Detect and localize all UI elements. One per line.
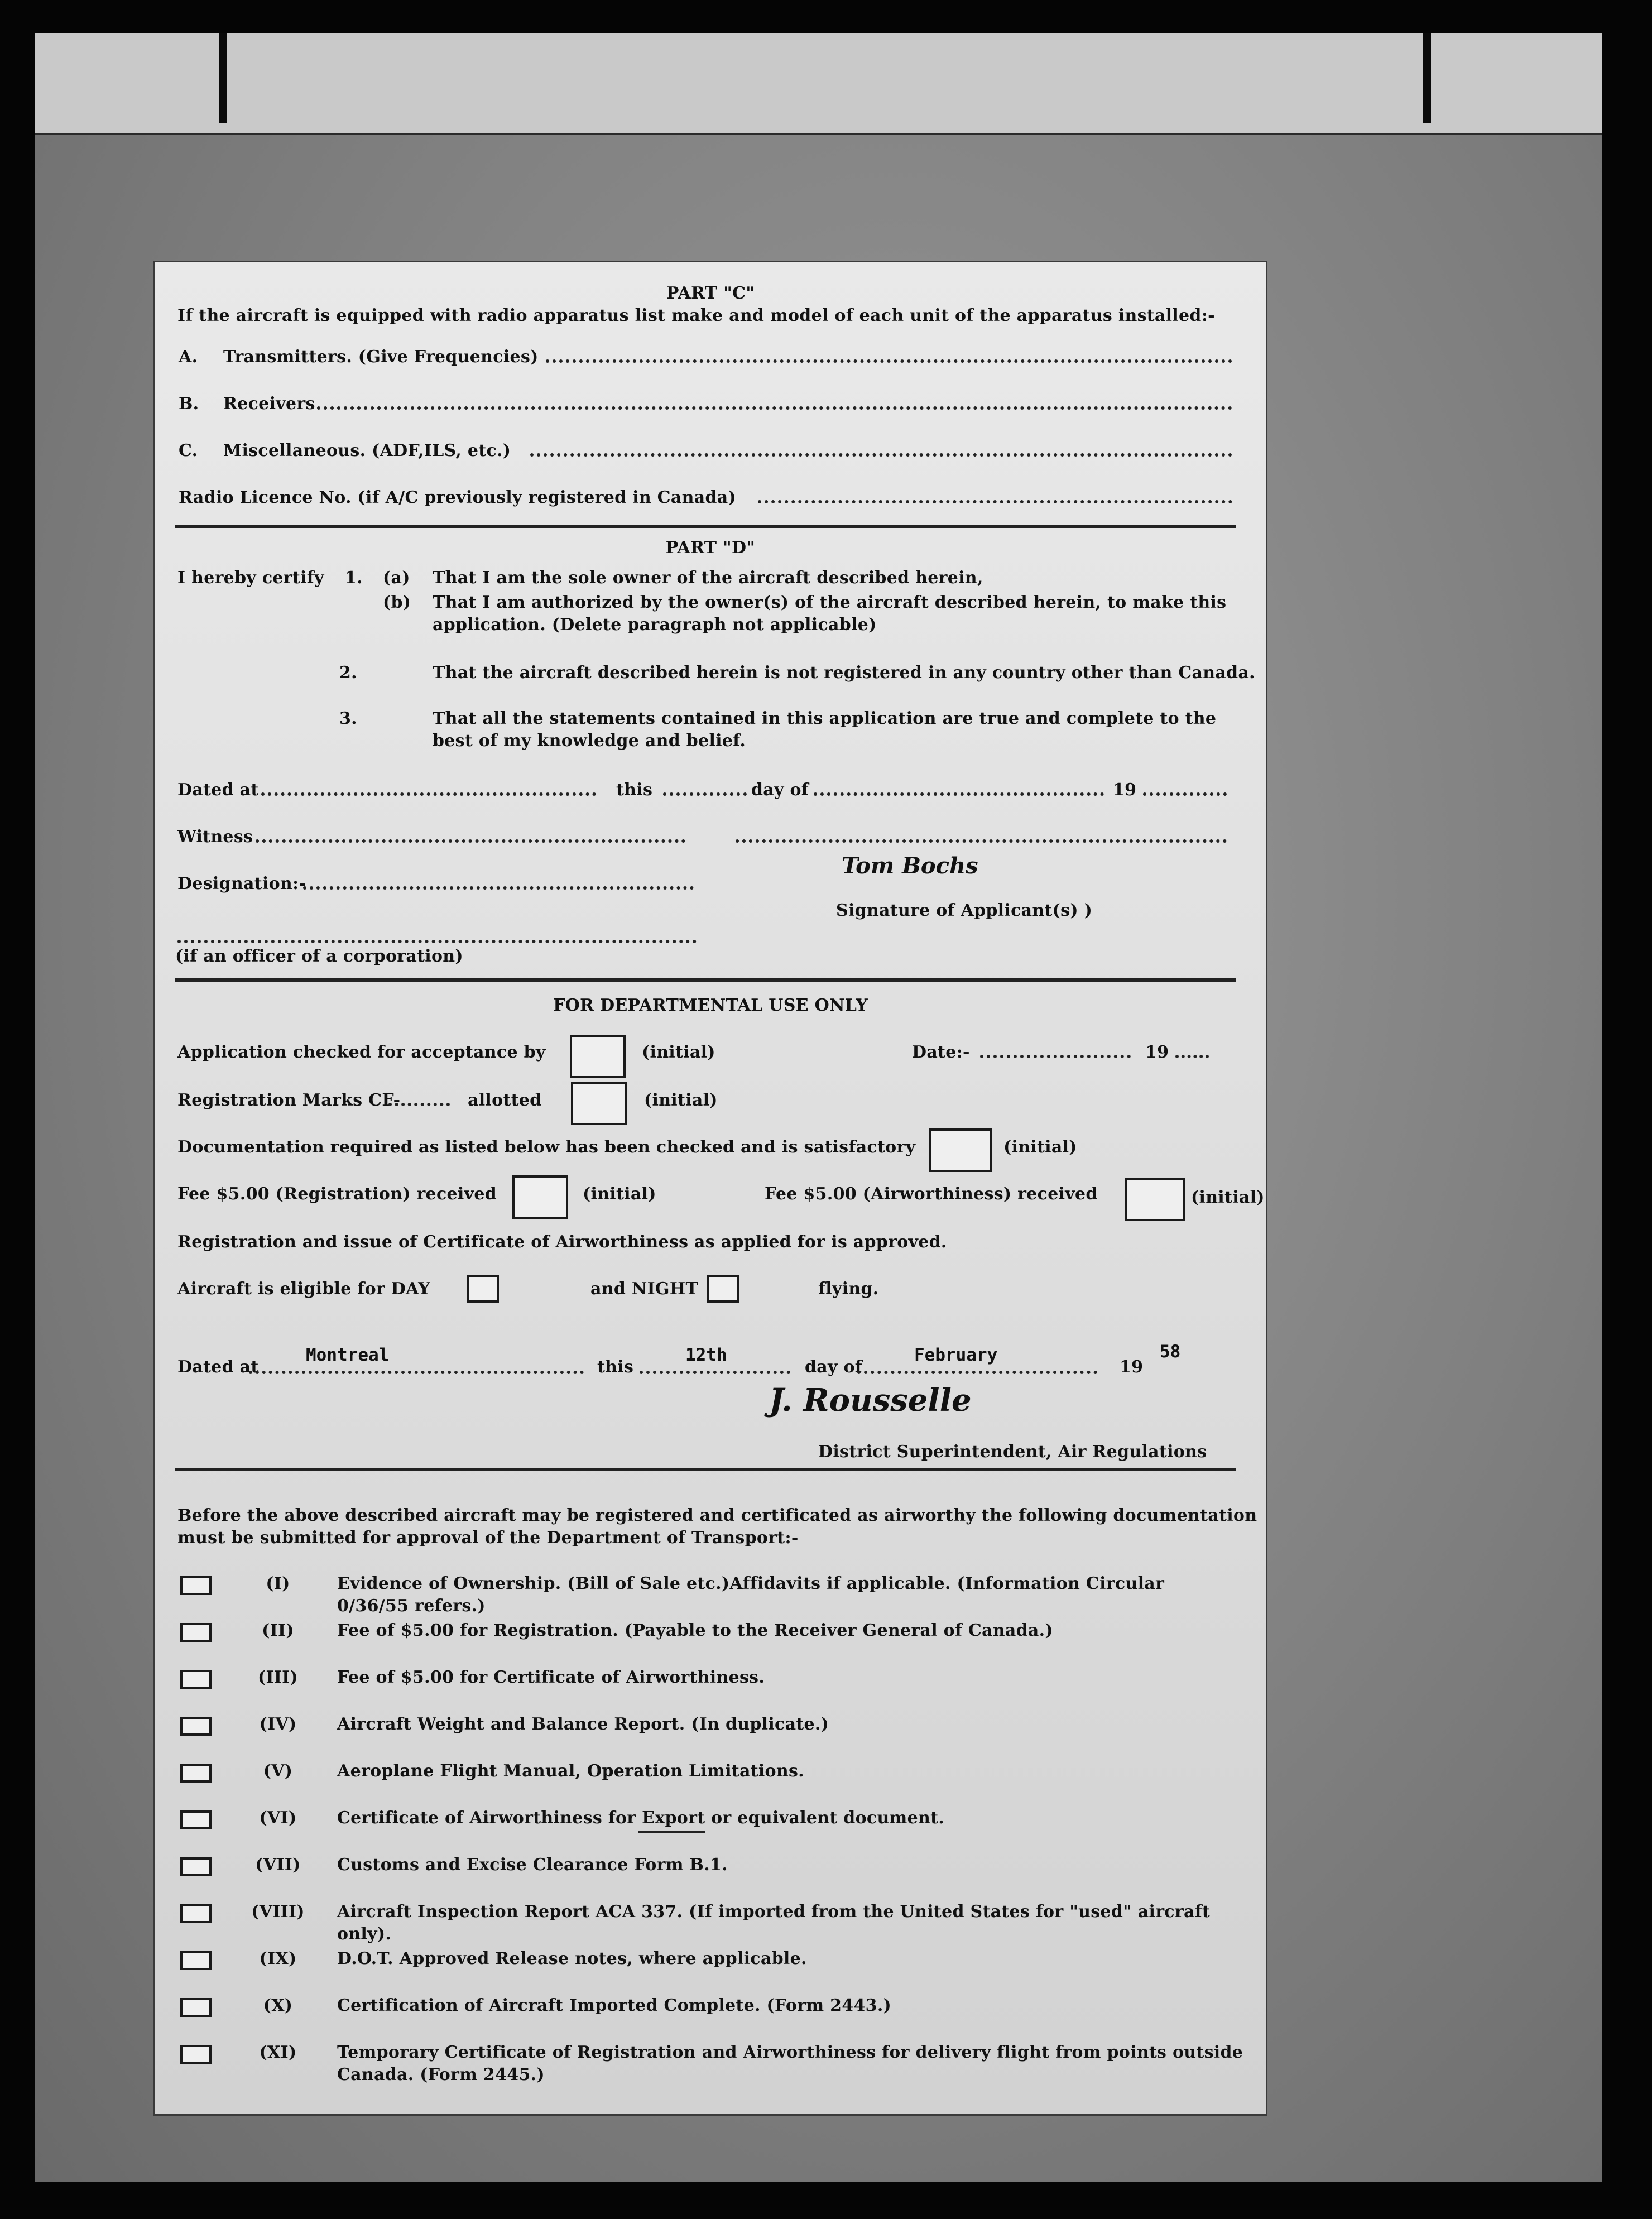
item-1-number: (I) [266,1574,290,1593]
item-2-number: (II) [262,1621,294,1640]
documentation-checked-label: Documentation required as listed below has been checked and is satisfactory [177,1137,916,1157]
applicant-signature-line [736,837,1227,843]
departmental-this-label: this [597,1357,634,1377]
export-underline [638,1831,705,1833]
registration-initial-label: (initial) [644,1091,718,1110]
item-4-checkbox[interactable] [180,1717,212,1736]
checked-for-acceptance-label: Application checked for acceptance by [177,1043,546,1062]
part-d-place-line [261,790,596,796]
day-flying-checkbox[interactable] [467,1275,499,1303]
departmental-day-line [640,1368,790,1374]
superintendent-title: District Superintendent, Air Regulations [818,1442,1207,1462]
fee-airworthiness-label: Fee $5.00 (Airworthiness) received [765,1184,1098,1204]
receivers-letter: B. [179,394,199,414]
departmental-heading: FOR DEPARTMENTAL USE ONLY [553,996,868,1015]
allotted-label: allotted [468,1091,542,1110]
witness-label: Witness [177,827,253,847]
item-4-text: Aircraft Weight and Balance Report. (In duplicate.) [337,1714,829,1734]
departmental-place-line [249,1368,584,1374]
registration-marks-line [388,1101,450,1106]
part-d-dated-at-label: Dated at [177,780,259,800]
item-3-checkbox[interactable] [180,1670,212,1689]
item-7-checkbox[interactable] [180,1857,212,1876]
fee-registration-initial-box[interactable] [512,1175,568,1219]
departmental-day-of-label: day of [805,1357,863,1377]
section-divider [175,525,1236,528]
certify-label: I hereby certify [177,568,324,588]
departmental-year-prefix-2: 19 [1120,1357,1144,1377]
item-9-text: D.O.T. Approved Release notes, where applicable. [337,1949,807,1968]
item-11-number: (XI) [259,2043,297,2062]
section-divider [175,1468,1236,1471]
certify-item-3-text: That all the statements contained in this application are true and complete to the [433,709,1217,728]
checked-initial-box[interactable] [570,1035,626,1078]
item-1-text: Evidence of Ownership. (Bill of Sale etc.)Affidavits if applicable. (Information Circular [337,1574,1165,1593]
checked-initial-label: (initial) [642,1043,715,1062]
item-5-number: (V) [263,1761,293,1781]
frame-divider [1423,33,1431,123]
officer-note: (if an officer of a corporation) [175,947,463,966]
miscellaneous-letter: C. [179,441,198,460]
certify-item-b-mark: (b) [383,593,411,612]
certify-item-3-number: 3. [339,709,357,728]
item-8-text: Aircraft Inspection Report ACA 337. (If imported from the United States for "used" aircraft [337,1902,1211,1922]
documentation-intro-cont: must be submitted for approval of the Department of Transport:- [177,1528,799,1548]
item-10-checkbox[interactable] [180,1998,212,2017]
documentation-initial-box[interactable] [929,1128,992,1172]
transmitters-entry-line [546,357,1232,363]
flying-label: flying. [818,1279,879,1299]
item-2-checkbox[interactable] [180,1623,212,1642]
certify-item-b-text: That I am authorized by the owner(s) of the aircraft described herein, to make this [433,593,1227,612]
previous-page-strip [35,33,1602,135]
officer-line [177,938,697,943]
item-1-checkbox[interactable] [180,1576,212,1595]
part-d-day-line [663,790,747,796]
miscellaneous-entry-line [530,451,1232,457]
night-flying-checkbox[interactable] [707,1275,739,1303]
departmental-year-prefix: 19 [1145,1043,1169,1062]
item-9-number: (IX) [259,1949,297,1968]
designation-label: Designation:- [177,874,306,894]
departmental-year-line [1175,1053,1209,1058]
item-4-number: (IV) [259,1714,297,1734]
fee-airworthiness-initial-label: (initial) [1191,1188,1265,1207]
item-10-text: Certification of Aircraft Imported Complete. (Form 2443.) [337,1996,892,2015]
departmental-month-value: February [914,1345,998,1365]
departmental-day-value: 12th [685,1345,727,1365]
item-5-text: Aeroplane Flight Manual, Operation Limitations. [337,1761,804,1781]
item-6-number: (VI) [259,1808,297,1828]
item-7-number: (VII) [255,1855,301,1875]
certify-item-1-number: 1. [345,568,363,588]
part-d-year-line [1143,790,1227,796]
certify-item-3-text-cont: best of my knowledge and belief. [433,731,746,751]
part-d-year-prefix: 19 [1113,780,1137,800]
registration-initial-box[interactable] [571,1082,627,1125]
departmental-date-line [980,1053,1131,1058]
item-8-text-cont: only). [337,1924,392,1944]
item-3-text: Fee of $5.00 for Certificate of Airworthiness. [337,1668,765,1687]
item-11-checkbox[interactable] [180,2045,212,2064]
item-6-text: Certificate of Airworthiness for Export or equivalent document. [337,1808,945,1828]
departmental-month-line [857,1368,1097,1374]
certify-item-2-number: 2. [339,663,357,683]
item-6-checkbox[interactable] [180,1810,212,1829]
fee-airworthiness-initial-box[interactable] [1125,1178,1185,1221]
departmental-place-value: Montreal [306,1345,390,1365]
documentation-initial-label: (initial) [1003,1137,1077,1157]
designation-line [303,884,694,890]
transmitters-label: Transmitters. (Give Frequencies) [223,347,539,367]
item-8-number: (VIII) [251,1902,305,1922]
item-10-number: (X) [263,1996,293,2015]
signature-of-applicant-label: Signature of Applicant(s) ) [836,901,1093,920]
application-form-page [155,262,1266,2114]
departmental-dated-at-label: Dated at [177,1357,259,1377]
part-d-month-line [814,790,1104,796]
witness-line [256,837,685,843]
radio-licence-entry-line [758,498,1232,503]
eligible-day-label: Aircraft is eligible for DAY [177,1279,430,1299]
miscellaneous-label: Miscellaneous. (ADF,ILS, etc.) [223,441,511,460]
certify-item-2-text: That the aircraft described herein is not registered in any country other than Canada. [433,663,1255,683]
departmental-date-label: Date:- [912,1043,970,1062]
applicant-signature: Tom Bochs [842,853,978,879]
item-1-text-cont: 0/36/55 refers.) [337,1596,486,1616]
item-7-text: Customs and Excise Clearance Form B.1. [337,1855,728,1875]
superintendent-signature: J. Rousselle [769,1382,972,1419]
documentation-intro: Before the above described aircraft may be registered and certificated as airworthy the following documentation [177,1506,1257,1525]
certify-item-a-mark: (a) [383,568,410,588]
item-9-checkbox[interactable] [180,1951,212,1970]
fee-registration-initial-label: (initial) [583,1184,656,1204]
transmitters-letter: A. [179,347,198,367]
receivers-label: Receivers [223,394,315,414]
registration-marks-label: Registration Marks CF- [177,1091,401,1110]
item-8-checkbox[interactable] [180,1904,212,1923]
item-11-text-cont: Canada. (Form 2445.) [337,2065,545,2084]
receivers-entry-line [317,404,1232,410]
departmental-year-value: 58 [1160,1342,1181,1362]
part-d-heading: PART "D" [665,538,756,558]
section-divider [175,978,1236,982]
part-d-this-label: this [616,780,653,800]
item-11-text: Temporary Certificate of Registration and Airworthiness for delivery flight from points outside [337,2043,1243,2062]
part-d-day-of-label: day of [751,780,809,800]
certify-item-a-text: That I am the sole owner of the aircraft described herein, [433,568,983,588]
certify-item-b-text-cont: application. (Delete paragraph not applicable) [433,615,877,635]
item-2-text: Fee of $5.00 for Registration. (Payable to the Receiver General of Canada.) [337,1621,1053,1640]
item-5-checkbox[interactable] [180,1764,212,1783]
part-c-heading: PART "C" [666,284,755,303]
part-c-intro: If the aircraft is equipped with radio apparatus list make and model of each unit of the apparatus installed:- [177,306,1215,325]
radio-licence-label: Radio Licence No. (if A/C previously registered in Canada) [179,488,736,507]
approval-statement: Registration and issue of Certificate of Airworthiness as applied for is approved. [177,1232,947,1252]
item-3-number: (III) [258,1668,298,1687]
fee-registration-label: Fee $5.00 (Registration) received [177,1184,497,1204]
frame-divider [219,33,227,123]
and-night-label: and NIGHT [590,1279,699,1299]
